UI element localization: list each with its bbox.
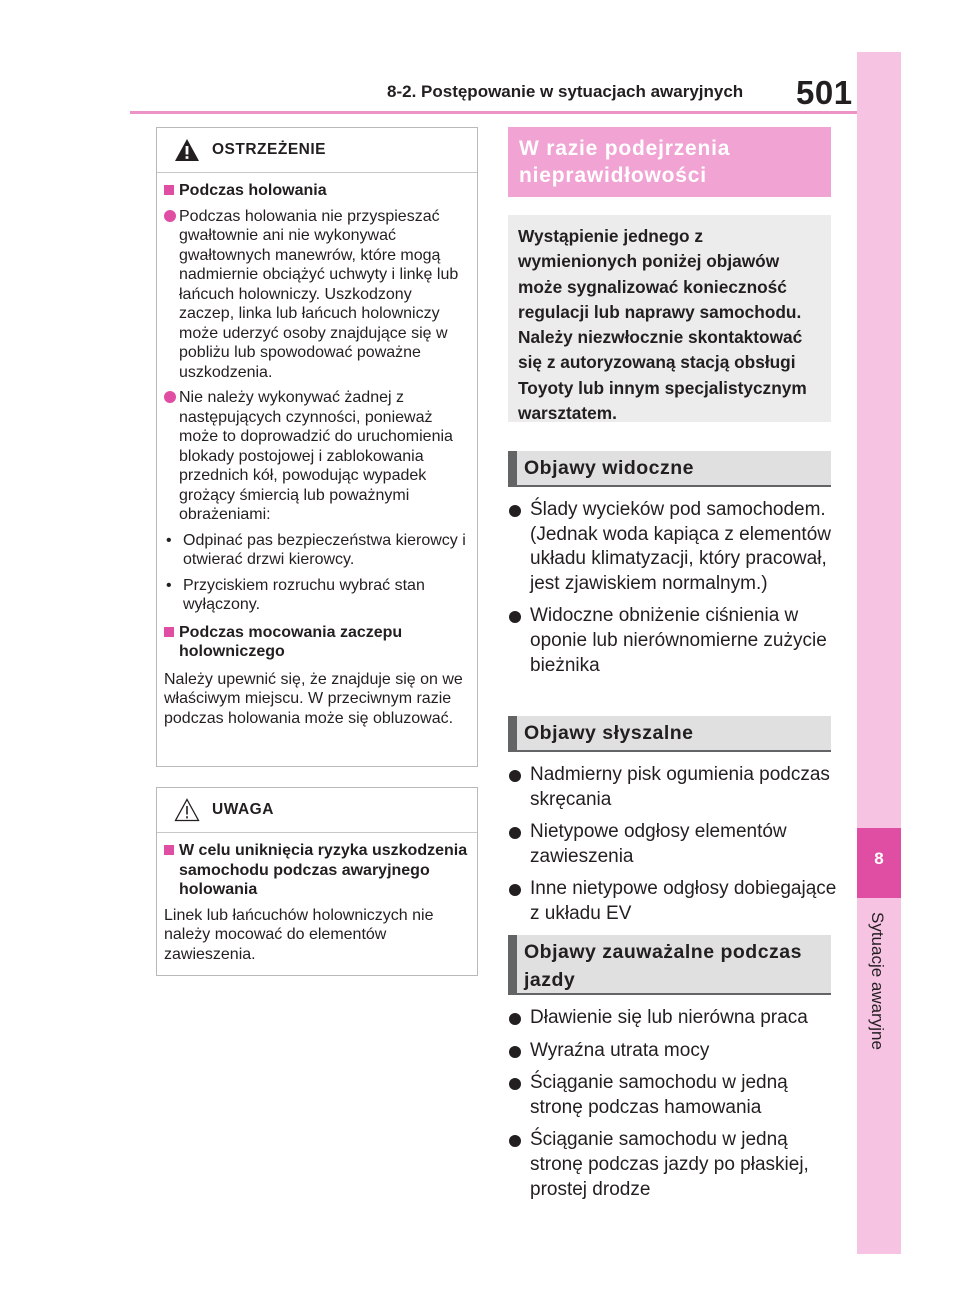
- list-item: Ślady wycieków pod samochodem. (Jednak woda kapiąca z elementów układu klimatyzacji, który pracował, jest zjawiskiem normalnym.): [508, 498, 838, 596]
- bullet-dot-icon: [509, 1135, 521, 1147]
- bullet-dot-icon: [509, 827, 521, 839]
- audible-symptoms-list: [508, 763, 838, 935]
- caution-paragraph: Linek lub łańcuchów holowniczych nie należy mocować do elementów zawieszenia.: [164, 906, 434, 963]
- caution-subheading: W celu uniknięcia ryzyka uszkodzenia samochodu podczas awaryjnego holowania: [164, 841, 469, 900]
- warning-sub-bullet: • Przyciskiem rozruchu wybrać stan wyłączony.: [166, 576, 425, 613]
- section-heading-audible: Objawy słyszalne: [508, 716, 831, 752]
- warning-triangle-icon: [174, 138, 200, 162]
- visible-symptoms-list: [508, 498, 838, 686]
- warning-box-header: [157, 128, 477, 173]
- caution-box: [156, 787, 478, 976]
- warning-sub-bullet: • Odpinać pas bezpieczeństwa kierowcy i otwierać drzwi kierowcy.: [166, 531, 466, 568]
- warning-subheading: Podczas holowania: [164, 181, 469, 201]
- warning-title: OSTRZEŻENIE: [212, 141, 327, 158]
- chapter-number: 8: [857, 828, 901, 898]
- topic-heading: W razie podejrzenia nieprawidłowości: [508, 127, 831, 197]
- bullet-dot-icon: [164, 210, 176, 222]
- section-title: 8-2. Postępowanie w sytuacjach awaryjnych: [387, 82, 744, 101]
- warning-subheading: Podczas mocowania zaczepu holowniczego: [164, 623, 469, 662]
- list-item: Ściąganie samochodu w jedną stronę podczas jazdy po płaskiej, prostej drodze: [508, 1128, 838, 1202]
- bullet-dot-icon: [509, 1046, 521, 1058]
- warning-box: [156, 127, 478, 767]
- list-item: Nietypowe odgłosy elementów zawieszenia: [508, 820, 838, 869]
- square-bullet-icon: [164, 845, 174, 855]
- caution-box-header: [157, 788, 477, 833]
- bullet-dot-icon: [509, 505, 521, 517]
- bullet-dot-icon: [509, 1078, 521, 1090]
- warning-paragraph: Należy upewnić się, że znajduje się on we właściwym miejscu. W przeciwnym razie podczas holowania może się obluzować.: [164, 670, 463, 727]
- list-item: Nadmierny pisk ogumienia podczas skręcania: [508, 763, 838, 812]
- square-bullet-icon: [164, 627, 174, 637]
- notice-box: Wystąpienie jednego z wymienionych poniżej objawów może sygnalizować konieczność regulacji lub naprawy samochodu. Należy niezwłocznie skontaktować się z autoryzowaną stacją obsługi Toyoty lub innym specjalistycznym warsztatem.: [508, 215, 831, 422]
- warning-bullet: Nie należy wykonywać żadnej z następujących czynności, ponieważ może to doprowadzić do uruchomienia blokady postojowej i zablokowania przednich kół, powodując wypadek grożący śmiercią lub poważnymi obrażeniami:: [164, 388, 469, 525]
- page-number: 501: [796, 74, 853, 111]
- header-rule: [130, 111, 857, 114]
- list-item: Dławienie się lub nierówna praca: [508, 1006, 838, 1031]
- list-item: Ściąganie samochodu w jedną stronę podczas hamowania: [508, 1071, 838, 1120]
- driving-symptoms-list: [508, 1006, 838, 1210]
- bullet-dot-icon: [509, 1013, 521, 1025]
- bullet-dot-icon: [509, 611, 521, 623]
- caution-triangle-icon: [174, 798, 200, 822]
- warning-bullet: Podczas holowania nie przyspieszać gwałtownie ani nie wykonywać gwałtownych manewrów, które mogą nadmiernie obciążyć uchwyty i linkę lub łańcuch holowniczy. Uszkodzony zaczep, linka lub łańcuch holowniczy może uderzyć osoby znajdujące się w pobliżu lub spowodować poważne uszkodzenia.: [164, 207, 469, 383]
- list-item: Inne nietypowe odgłosy dobiegające z układu EV: [508, 877, 838, 926]
- list-item: Wyraźna utrata mocy: [508, 1039, 838, 1064]
- caution-title: UWAGA: [212, 801, 274, 818]
- section-heading-driving: Objawy zauważalne podczas jazdy: [508, 935, 831, 995]
- chapter-label: Sytuacje awaryjne: [868, 912, 887, 1050]
- bullet-dot-icon: [509, 884, 521, 896]
- list-item: Widoczne obniżenie ciśnienia w oponie lub nierównomierne zużycie bieżnika: [508, 604, 838, 678]
- bullet-dot-icon: [164, 391, 176, 403]
- bullet-dot-icon: [509, 770, 521, 782]
- chapter-side-tab: [857, 52, 901, 1254]
- square-bullet-icon: [164, 185, 174, 195]
- section-heading-visible: Objawy widoczne: [508, 451, 831, 487]
